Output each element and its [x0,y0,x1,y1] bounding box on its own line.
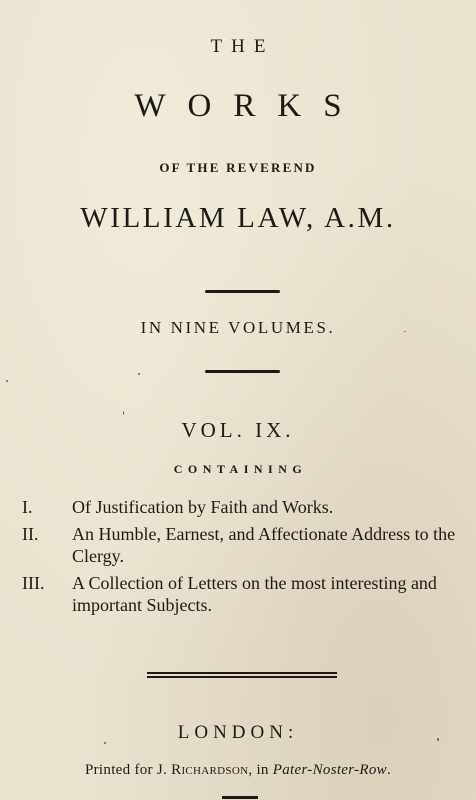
ornamental-rule-top [205,290,280,293]
volume-count: IN NINE VOLUMES. [140,318,336,337]
contents-numeral: III. [22,573,45,593]
imprint-suffix: . [386,762,392,778]
contents-item [22,496,468,518]
bottom-rule-fragment [222,796,258,799]
contents-list [22,496,468,621]
containing-heading: CONTAINING [173,462,308,476]
imprint-prefix: Printed for J. [84,762,172,778]
paper-speck [104,742,106,744]
paper-speck [123,411,124,415]
contents-item [22,523,468,567]
paper-speck [6,380,8,382]
volume-number: VOL. IX. [181,418,295,442]
paper-speck [437,738,439,741]
title-works: WORKS [134,88,364,124]
imprint-middle: , in [248,762,273,778]
title-of-the-reverend: OF THE REVEREND [159,160,317,175]
author-name: WILLIAM LAW, A.M. [80,202,396,234]
paper-speck [404,331,406,332]
contents-item [22,572,468,616]
paper-speck [138,373,140,375]
contents-numeral: I. [22,497,33,517]
imprint-printer: Richardson [171,762,249,778]
title-the: THE [210,36,275,57]
double-rule [147,672,337,674]
contents-text: A Collection of Letters on the most interesting and important Subjects. [72,573,437,615]
contents-numeral: II. [22,524,39,544]
contents-text: An Humble, Earnest, and Affectionate Address to the Clergy. [72,524,456,566]
contents-text: Of Justification by Faith and Works. [72,497,334,517]
ornamental-rule-middle [205,370,280,373]
imprint-street: Pater-Noster-Row [272,762,387,778]
imprint-place: LONDON: [177,722,299,743]
imprint-line [0,762,476,779]
